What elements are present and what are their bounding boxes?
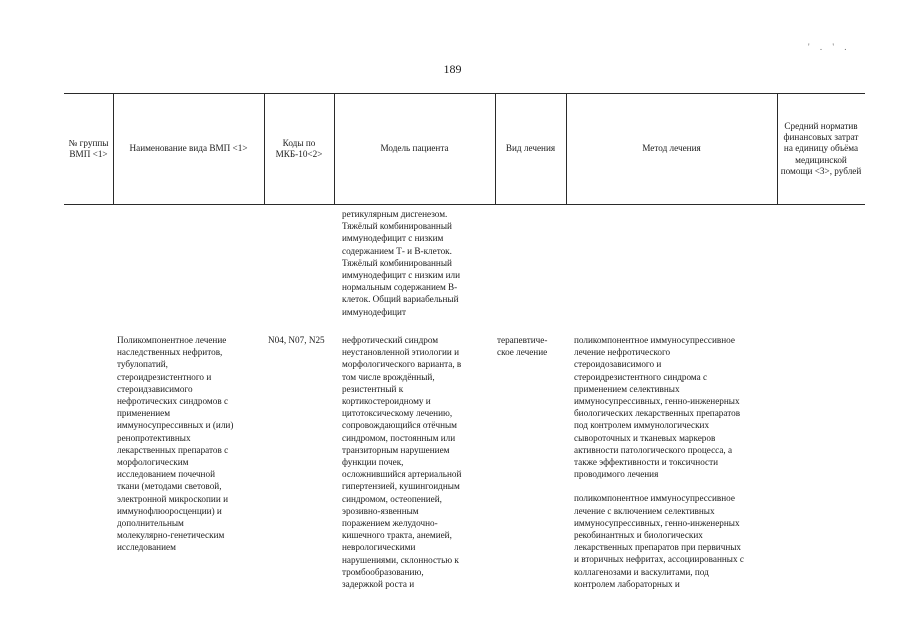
method-paragraph: поликомпонентное иммуносупрессивное лечение нефротического стероидозависимого и стероидрезистентного синдрома с применением селективных иммуносупрессивных, генно-инженерных биологических лекарственных препаратов под контролем иммунологических сывороточных и тканевых маркеров активности патологического процесса, а также эффективности и токсичности проводимого лечения (574, 335, 741, 480)
header-bottom-border (64, 204, 865, 205)
header-group-number: № группы ВМП <1> (68, 137, 109, 159)
header-treatment-method: Метод лечения (642, 143, 701, 154)
cell-treatment-type: терапевтиче- ское лечение (497, 335, 548, 358)
cell-treatment-method (574, 334, 777, 590)
header-patient-model: Модель пациента (380, 143, 449, 154)
header-vmp-name: Наименование вида ВМП <1> (129, 143, 248, 154)
header-average-cost: Средний норматив финансовых затрат на единицу объёма медицинской помощи <3>, рублей (780, 120, 862, 176)
cell-icd-codes: N04, N07, N25 (268, 335, 325, 345)
cell-vmp-name: Поликомпонентное лечение наследственных нефритов, тубулопатий, стероидрезистентного и стероидзависимого нефротических синдромов с применением иммуносупрессивных и (или) ренопротективных лекарственных препаратов с морфологическим исследованием почечной ткани (методами световой, электронной микроскопии и иммунофлюоросценции) и дополнительным молекулярно-генетическим исследованием (117, 335, 234, 553)
header-icd-codes: Коды по МКБ-10<2> (275, 137, 323, 159)
header-treatment-type: Вид лечения (505, 143, 556, 154)
cell-patient-model-continued: ретикулярным дисгенезом. Тяжёлый комбинированный иммунодефицит с низким содержанием Т- и В-клеток. Тяжёлый комбинированный иммунодефицит с низким или нормальным содержанием В- клеток. Общий вариабельный иммунодефицит (342, 209, 461, 317)
page-number: 189 (443, 62, 462, 76)
cell-patient-model: нефротический синдром неустановленной этиологии и морфологического варианта, в том числе врождённый, резистентный к кортикостероидному и цитотоксическому лечению, сопровождающийся отёчным синдромом, постоянным или транзиторным нарушением функции почек, осложнившийся артериальной гипертензией, кушингоидным синдромом, остеопенией, эрозивно-язвенным поражением желудочно- кишечного тракта, анемией, неврологическими нарушениями, склонностью к тромбообразованию, задержкой роста и (342, 335, 462, 590)
method-paragraph: поликомпонентное иммуносупрессивное лечение с включением селективных иммуносупрессивных, генно-инженерных рекобинантных и биологических лекарственных препаратов при первичных и вторичных нефритах, ассоциированных с коллагенозами и васкулитами, под контролем лабораторных и (574, 493, 744, 589)
scan-marks: ' . ' . (808, 42, 851, 52)
